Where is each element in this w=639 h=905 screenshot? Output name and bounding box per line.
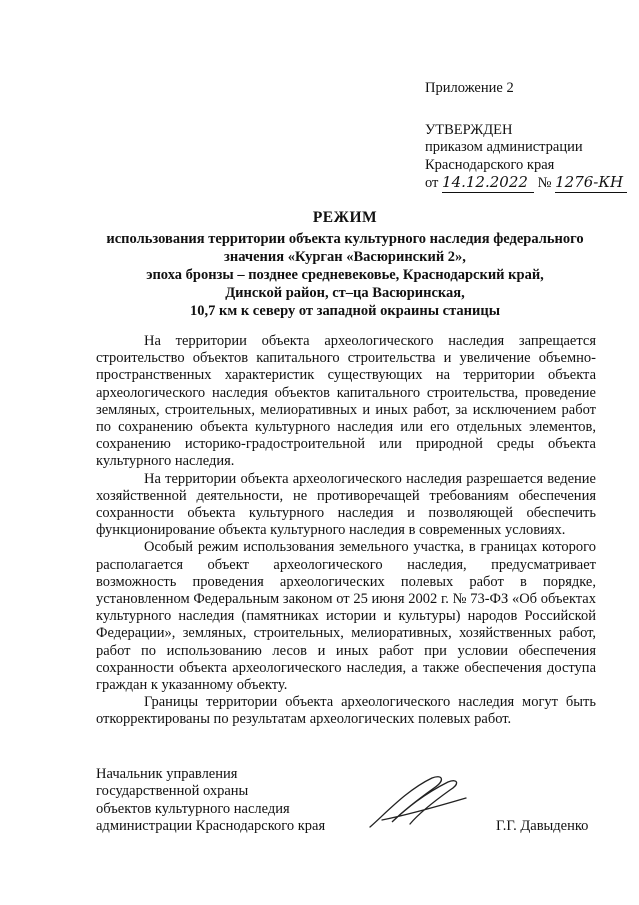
body-paragraph: Границы территории объекта археологического наследия могут быть откорректированы по результатам археологических полевых работ. xyxy=(96,694,596,728)
position-line: Начальник управления xyxy=(96,766,238,782)
title-heading: РЕЖИМ xyxy=(312,209,378,226)
appendix-label: Приложение 2 xyxy=(425,80,514,96)
approval-date: 14.12.2022 xyxy=(442,174,534,193)
title-line: Динской район, ст–ца Васюринская, xyxy=(225,285,465,301)
title-line: эпоха бронзы – позднее средневековье, Краснодарский край, xyxy=(146,267,544,283)
number-label: № xyxy=(537,175,552,191)
approval-line-1: приказом администрации xyxy=(425,139,583,155)
body-paragraph: На территории объекта археологического наследия разрешается ведение хозяйственной деятельности, не противоречащей требованиям обеспечения сохранности объекта культурного наследия и позволяющей обеспечить функционирование объекта культурного наследия в современных условиях. xyxy=(96,470,596,539)
signatory-name: Г.Г. Давыденко xyxy=(496,818,589,834)
signatory-position xyxy=(96,766,325,835)
approval-number: 1276-КН xyxy=(555,174,627,193)
approval-stamp xyxy=(425,80,627,193)
position-line: государственной охраны xyxy=(96,783,249,800)
document-body xyxy=(96,333,596,729)
title-line: использования территории объекта культурного наследия федерального xyxy=(106,231,584,247)
handwritten-signature xyxy=(362,772,472,832)
from-label: от xyxy=(425,175,439,191)
position-line: объектов культурного наследия xyxy=(96,800,290,817)
position-line: администрации Краснодарского края xyxy=(96,817,326,834)
document-title xyxy=(90,209,600,320)
title-line: 10,7 км к северу от западной окраины станицы xyxy=(189,303,501,319)
title-line: значения «Курган «Васюринский 2», xyxy=(224,249,466,265)
body-paragraph: На территории объекта археологического наследия запрещается строительство объектов капитального строительства и увеличение объемно-пространственных характеристик существующих на территории объекта археологического наследия объектов капитального строительства, проведение земляных, строительных, мелиоративных и иных работ, за исключением работ по сохранению объекта культурного наследия или его отдельных элементов, сохранению историко-градостроительной или природной среды объекта культурного наследия. xyxy=(96,333,596,470)
body-paragraph: Особый режим использования земельного участка, в границах которого располагается объект археологического наследия, предусматривает возможность проведения археологических полевых работ в порядке, установленном Федеральным законом от 25 июня 2002 г. № 73-ФЗ «Об объектах культурного наследия (памятниках истории и культуры) народов Российской Федерации», земляных, строительных, мелиоративных, хозяйственных работ, работ по использованию лесов и иных работ при условии обеспечения сохранности объекта археологического наследия, а также обеспечения доступа граждан к указанному объекту. xyxy=(96,539,596,694)
approval-line-2: Краснодарского края xyxy=(425,156,555,173)
approved-label: УТВЕРЖДЕН xyxy=(425,121,513,138)
approval-date-line xyxy=(425,174,627,193)
